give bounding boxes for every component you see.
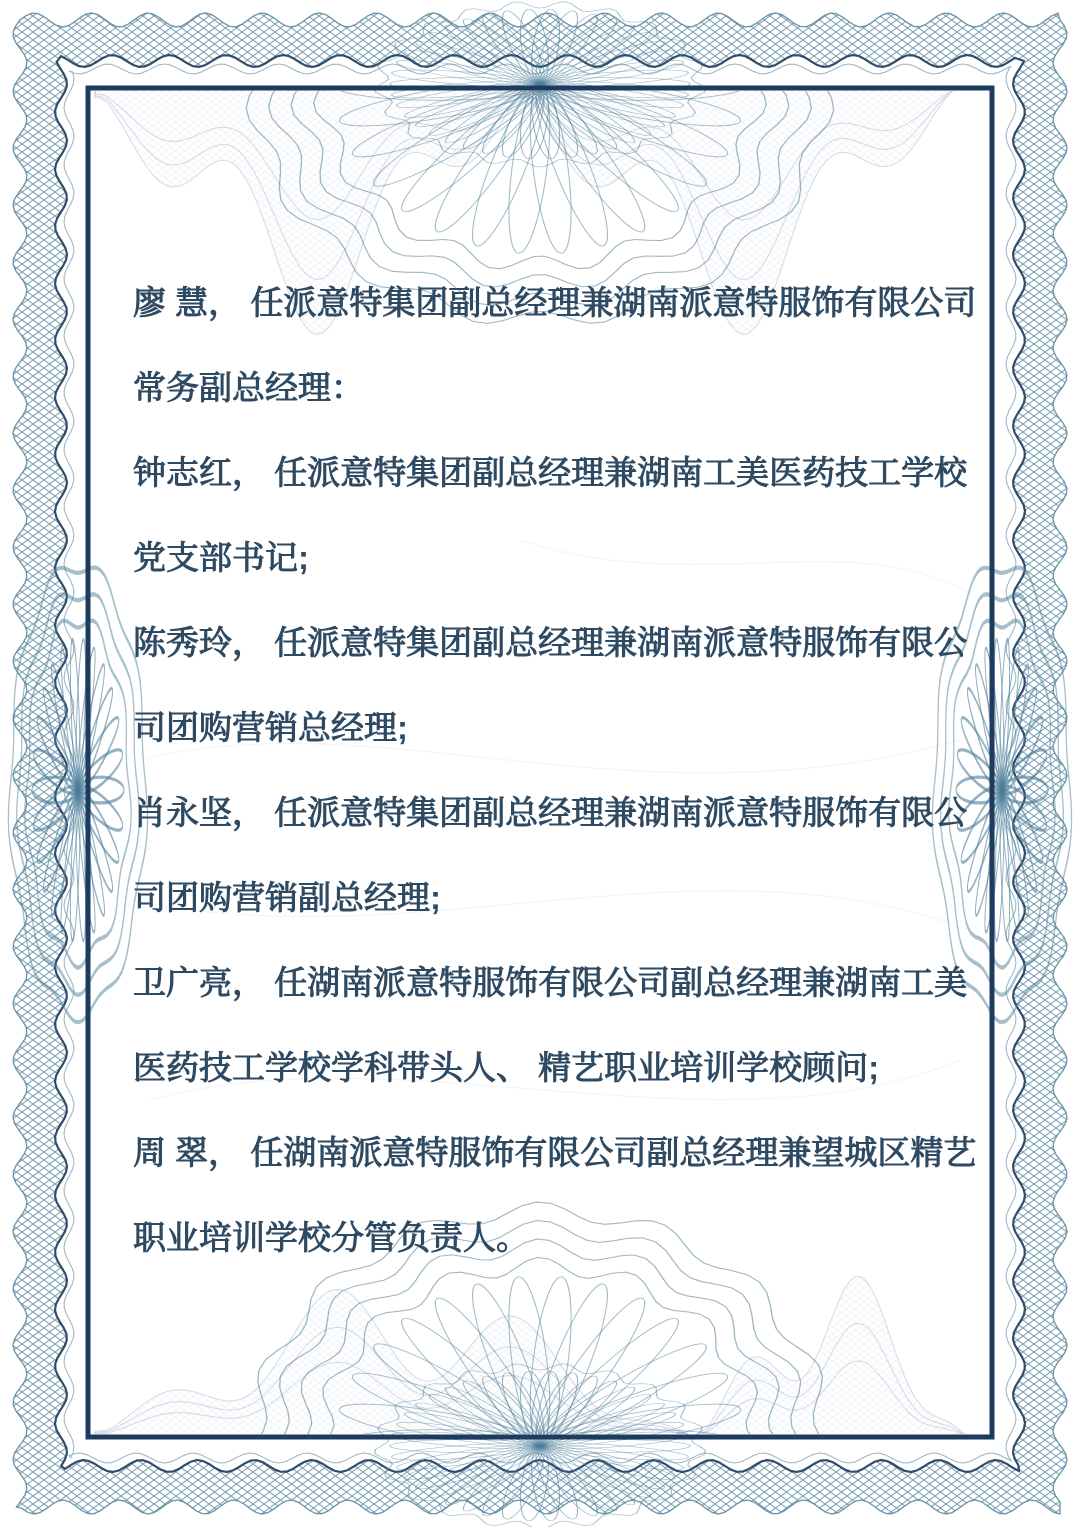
paragraph-line: 司团购营销副总经理; [133,879,441,916]
paragraph-line: 廖 慧， 任派意特集团副总经理兼湖南派意特服饰有限公司 [133,284,977,321]
paragraph-line: 卫广亮， 任湖南派意特服饰有限公司副总经理兼湖南工美 [133,964,968,1001]
appointment-list [133,260,977,1280]
paragraph-line: 肖永坚， 任派意特集团副总经理兼湖南派意特服饰有限公 [133,794,968,831]
appointment-paragraph [133,260,977,430]
appointment-paragraph [133,1110,977,1280]
appointment-paragraph [133,940,968,1110]
paragraph-line: 职业培训学校分管负责人。 [133,1219,529,1256]
appointment-paragraph [133,770,968,940]
paragraph-line: 医药技工学校学科带头人、 精艺职业培训学校顾问; [133,1049,880,1086]
appointment-paragraph [133,600,968,770]
paragraph-line: 陈秀玲， 任派意特集团副总经理兼湖南派意特服饰有限公 [133,624,968,661]
paragraph-line: 常务副总经理： [133,369,364,406]
paragraph-line: 司团购营销总经理; [133,709,408,746]
appointment-paragraph [133,430,968,600]
paragraph-line: 钟志红， 任派意特集团副总经理兼湖南工美医药技工学校 [133,454,968,491]
paragraph-line: 党支部书记; [133,539,309,576]
paragraph-line: 周 翠， 任湖南派意特服饰有限公司副总经理兼望城区精艺 [133,1134,977,1171]
